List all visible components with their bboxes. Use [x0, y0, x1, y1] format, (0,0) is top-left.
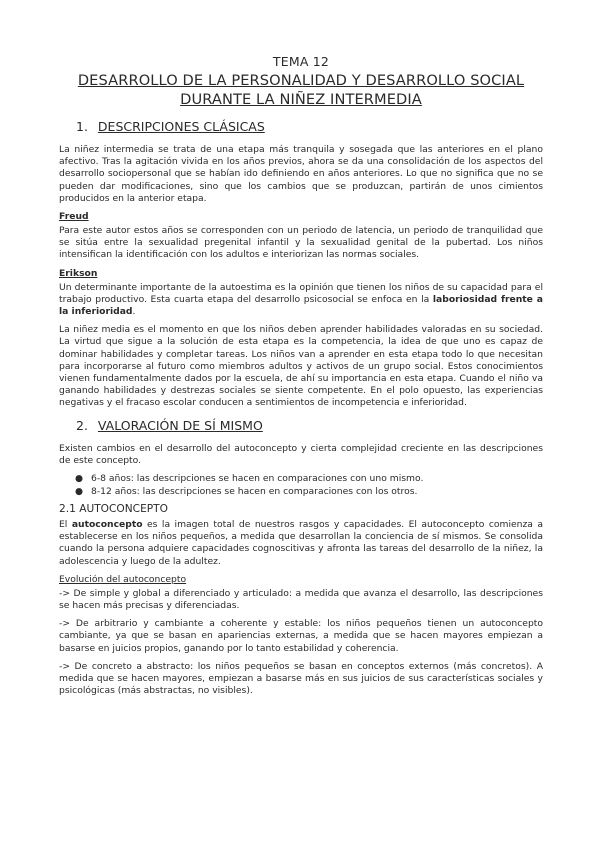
autoconcepto-term: autoconcepto [71, 519, 143, 531]
document-page [59, 54, 543, 704]
list-item: ● 8-12 años: las descripciones se hacen en comparaciones con los otros. [75, 485, 418, 497]
topic-label: TEMA 12 [272, 54, 330, 69]
erikson-highlight: laboriosidad frente a la inferioridad [59, 293, 543, 318]
section-2-title: VALORACIÓN DE SÍ MISMO [97, 417, 263, 433]
title-line-1: DESARROLLO DE LA PERSONALIDAD Y DESARROLLO SOCIAL [77, 72, 525, 89]
freud-heading: Freud [59, 211, 89, 223]
title-line-2: DURANTE LA NIÑEZ INTERMEDIA [180, 91, 422, 108]
erikson-text-post: . [132, 306, 136, 318]
bullet-icon: ● [75, 473, 84, 485]
section-1-heading [59, 119, 543, 134]
section-1-intro: La niñez intermedia se trata de una etapa más tranquila y sosegada que las anteriores en el plano afectivo. Tras la agitación vivida en los años previos, ahora se da una consolidación de los aspectos del desarrollo sociopersonal que se habían ido definiendo en años anteriores. Lo que no significa que no se pueden dar modificaciones, sino que los cambios que se produzcan, partirán de unos cimientos producidos en la anterior etapa. [59, 144, 543, 204]
section-1-number: 1. [76, 119, 88, 134]
freud-paragraph: Para este autor estos años se corresponden con un periodo de latencia, un periodo de tranquilidad que se sitúa entre la sexualidad pregenital infantil y la sexualidad genital de la pubertad. Los niños intensifican la identificación con los adultos e interiorizan las normas sociales. [59, 225, 543, 261]
document-title [59, 71, 543, 109]
erikson-paragraph-2: La niñez media es el momento en que los niños deben aprender habilidades valoradas en su sociedad. La virtud que sigue a la solución de esta etapa es la competencia, la idea de que uno es capaz de dominar habilidades y completar tareas. Los niños van a aprender en esta etapa todo lo que necesitan para incorporarse al futuro como miembros adultos y activos de un grupo social. Estos conocimientos vienen fundamentalmente dados por la escuela, de ahí su importancia en esta etapa. Cuando el niño va ganando habilidades y destrezas sociales se siente competente. En el polo opuesto, las experiencias negativas y el fracaso escolar conducen a sentimientos de incompetencia e inferioridad. [59, 324, 543, 409]
evolution-item-2: -> De arbitrario y cambiante a coherente y estable: los niños pequeños tienen un autoconcepto cambiante, ya que se basan en apariencias externas, a medida que se hacen mayores empiezan a basarse en juicios propios, ganando por lo tanto estabilidad y coherencia. [59, 618, 543, 654]
list-item: ● 6-8 años: las descripciones se hacen en comparaciones con uno mismo. [75, 473, 424, 485]
erikson-text-pre: Un determinante importante de la autoestima es la opinión que tienen los niños de su capacidad para el trabajo productivo. Esta cuarta etapa del desarrollo psicosocial se enfoca en la [59, 281, 543, 305]
age-bullet-list [59, 473, 543, 498]
section-2-number: 2. [76, 417, 88, 433]
erikson-heading: Erikson [59, 267, 98, 279]
evolution-item-3: -> De concreto a abstracto: los niños pequeños se basan en conceptos externos (más concretos). A medida que se hacen mayores, empiezan a basarse más en sus juicios de sus características sociales y psicológicas (más abstractas, no visibles). [59, 660, 543, 697]
section-1-title: DESCRIPCIONES CLÁSICAS [97, 119, 265, 134]
section-2-heading [59, 418, 543, 433]
evolution-heading: Evolución del autoconcepto [59, 573, 187, 585]
bullet-icon: ● [75, 485, 84, 497]
subsection-2-1-heading: 2.1 AUTOCONCEPTO [59, 503, 168, 516]
autoconcepto-paragraph: El autoconcepto es la imagen total de nuestros rasgos y capacidades. El autoconcepto comienza a establecerse en los niños pequeños, a medida que desarrollan la conciencia de sí mismos. Se consolida cuando la persona adquiere capacidades cognoscitivas y afronta las tareas del desarrollo de la niñez, la adolescencia y luego de la adultez. [59, 519, 544, 567]
evolution-item-1: -> De simple y global a diferenciado y articulado: a medida que avanza el desarrollo, las descripciones se hacen más precisas y diferenciadas. [59, 587, 543, 612]
section-2-intro: Existen cambios en el desarrollo del autoconcepto y cierta complejidad creciente en las descripciones de este concepto. [59, 442, 543, 466]
erikson-paragraph-1 [59, 282, 543, 319]
